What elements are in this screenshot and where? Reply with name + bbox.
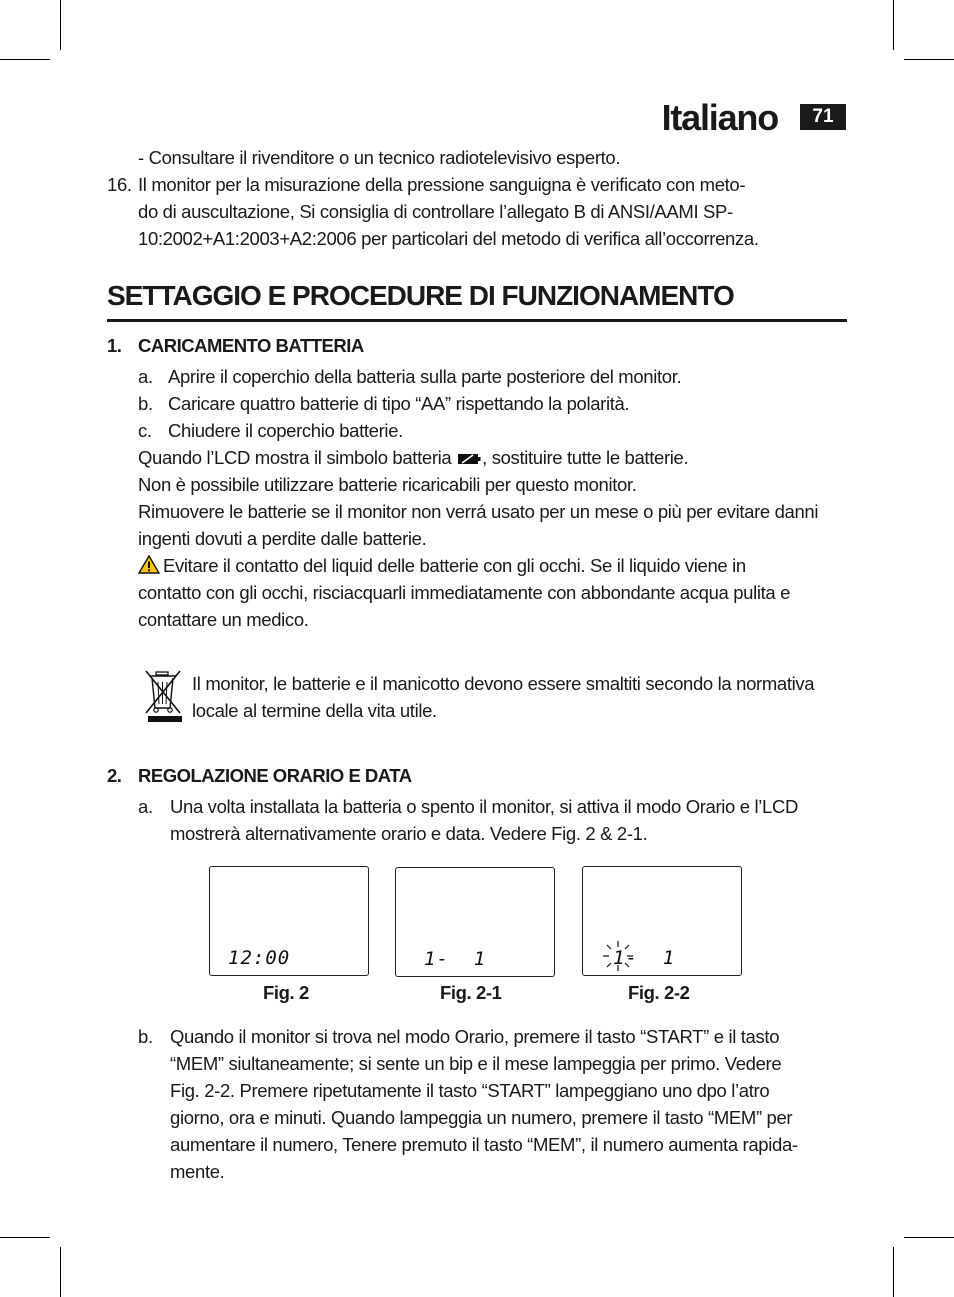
crop-mark xyxy=(0,1237,50,1238)
crop-mark xyxy=(0,59,50,60)
crop-mark xyxy=(60,1247,61,1297)
list-item: Quando il monitor si trova nel modo Orario, premere il tasto “START” e il tasto xyxy=(170,1026,780,1047)
list-item: Caricare quattro batterie di tipo “AA” rispettando la polarità. xyxy=(168,393,630,414)
lcd-figure-2-1 xyxy=(395,867,555,977)
low-battery-icon xyxy=(457,446,481,473)
subsection-heading: REGOLAZIONE ORARIO E DATA xyxy=(138,765,412,786)
intro-line: - Consultare il rivenditore o un tecnico radiotelevisivo esperto. xyxy=(138,147,621,168)
list-item: giorno, ora e minuti. Quando lampeggia un numero, premere il tasto “MEM” per xyxy=(170,1107,793,1128)
lcd-figure-2-2 xyxy=(582,866,742,976)
crop-mark xyxy=(60,0,61,50)
list-item: mostrerà alternativamente orario e data. Vedere Fig. 2 & 2-1. xyxy=(170,823,648,844)
warning-text: Evitare il contatto del liquid delle batterie con gli occhi. Se il liquido viene in xyxy=(163,555,746,576)
language-title: Italiano xyxy=(661,97,778,138)
warning-icon xyxy=(138,554,160,581)
list-item: mente. xyxy=(170,1161,225,1182)
list-letter: b. xyxy=(138,1026,153,1047)
paragraph: Non è possibile utilizzare batterie ricaricabili per questo monitor. xyxy=(138,474,637,495)
crop-mark xyxy=(893,1247,894,1297)
figure-caption: Fig. 2-1 xyxy=(440,982,502,1003)
list-item: Fig. 2-2. Premere ripetutamente il tasto “START” lampeggiano uno dpo l’atro xyxy=(170,1080,770,1101)
item-number: 16. xyxy=(107,174,132,195)
list-letter: a. xyxy=(138,796,153,817)
figure-caption: Fig. 2 xyxy=(263,982,309,1003)
list-item: aumentare il numero, Tenere premuto il tasto “MEM”, il numero aumenta rapida- xyxy=(170,1134,798,1155)
subsection-number: 1. xyxy=(107,335,122,356)
disposal-text: Il monitor, le batterie e il manicotto devono essere smaltiti secondo la normativa xyxy=(192,673,815,694)
list-item: Chiudere il coperchio batterie. xyxy=(168,420,403,441)
crop-mark xyxy=(904,1237,954,1238)
list-letter: b. xyxy=(138,393,153,414)
lcd-display-text: 1- 1 xyxy=(613,947,676,969)
paragraph: ingenti dovuti a perdite dalle batterie. xyxy=(138,528,427,549)
item16-text: do di auscultazione, Si consiglia di controllare l’allegato B di ANSI/AAMI SP- xyxy=(138,201,733,222)
item16-text: 10:2002+A1:2003+A2:2006 per particolari del metodo di verifica all’occorrenza. xyxy=(138,228,759,249)
lcd-figure-2 xyxy=(209,866,369,976)
battery-note xyxy=(138,444,688,473)
warning-text: contatto con gli occhi, risciacquarli immediatamente con abbondante acqua pulita e xyxy=(138,582,791,603)
list-letter: a. xyxy=(138,366,153,387)
lcd-display-text: 12:00 xyxy=(228,947,291,969)
item16-text: Il monitor per la misurazione della pressione sanguigna è verificato con meto- xyxy=(138,174,746,195)
paragraph: Rimuovere le batterie se il monitor non verrá usato per un mese o più per evitare danni xyxy=(138,501,819,522)
crop-mark xyxy=(893,0,894,50)
subsection-number: 2. xyxy=(107,765,122,786)
warning-text: contattare un medico. xyxy=(138,609,309,630)
section-title: SETTAGGIO E PROCEDURE DI FUNZIONAMENTO xyxy=(107,280,734,311)
list-item: Aprire il coperchio della batteria sulla parte posteriore del monitor. xyxy=(168,366,682,387)
page-number: 71 xyxy=(800,104,846,130)
battery-note-text: , sostituire tutte le batterie. xyxy=(482,447,689,468)
disposal-text: locale al termine della vita utile. xyxy=(192,700,437,721)
figure-caption: Fig. 2-2 xyxy=(628,982,690,1003)
weee-bin-icon xyxy=(143,668,185,726)
battery-note-text: Quando l’LCD mostra il simbolo batteria xyxy=(138,447,457,468)
subsection-heading: CARICAMENTO BATTERIA xyxy=(138,335,364,356)
list-item: Una volta installata la batteria o spento il monitor, si attiva il modo Orario e l’LCD xyxy=(170,796,798,817)
lcd-display-text: 1- 1 xyxy=(424,948,487,970)
list-item: “MEM” siultaneamente; si sente un bip e il mese lampeggia per primo. Vedere xyxy=(170,1053,782,1074)
list-letter: c. xyxy=(138,420,152,441)
crop-mark xyxy=(904,59,954,60)
warning-paragraph xyxy=(138,552,746,581)
section-divider xyxy=(107,319,847,322)
